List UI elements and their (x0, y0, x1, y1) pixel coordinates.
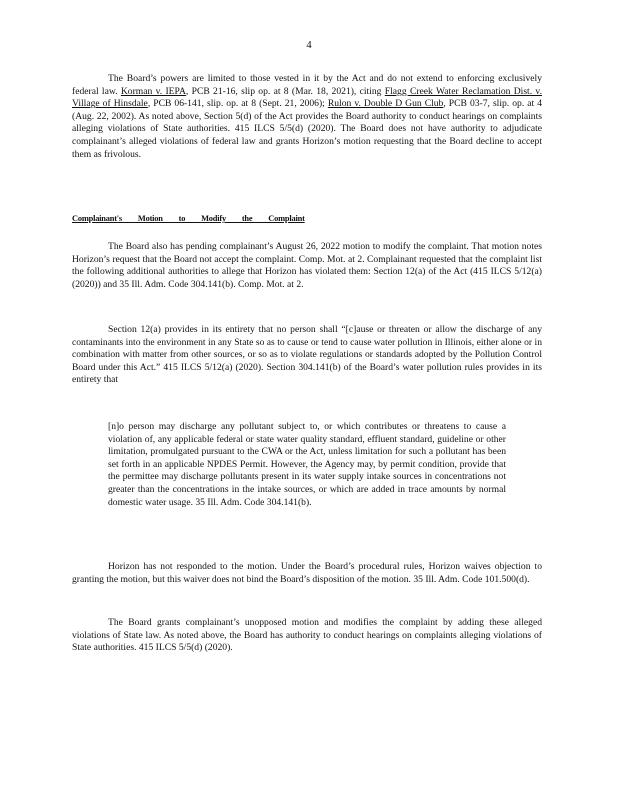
text-segment: , PCB 21-16, slip op. at 8 (Mar. 18, 2021), citing (185, 85, 382, 97)
text-segment: , PCB 03-7, slip. op. at 4 (Aug. 22, 2002). As noted above, Section 5(d) of the Act provides the Board authority to conduct hearings on complaints alleging violations of State authorities. 415 ILCS 5/5(d) (2020). The Board does not have authority to adjudicate complainant’s alleged violations of federal law and grants Horizon’s motion requesting that the Board decline to accept them as frivolous. (72, 98, 542, 160)
paragraph-board-grants (72, 617, 542, 655)
paragraph-horizon-response (72, 561, 542, 586)
case-citation: Rulon v. Double D Gun Club (327, 98, 444, 110)
case-citation: Korman v. IEPA (120, 85, 186, 97)
text-segment: The Board grants complainant’s unopposed motion and modifies the complaint by adding these alleged violations of State law. As noted above, the Board has authority to conduct hearings on complaints alleging violations of State authorities. 415 ILCS 5/5(d) (2020). (72, 617, 542, 654)
text-segment: The Board also has pending complainant’s August 26, 2022 motion to modify the complaint. That motion notes Horizon’s request that the Board not accept the complaint. Comp. Mot. at 2. Complainant requested that the complaint list the following additional authorities to allege that Horizon has violated them: Section 12(a) of the Act (415 ILCS 5/12(a) (2020)) and 35 Ill. Adm. Code 304.141(b). Comp. Mot. at 2. (72, 241, 542, 290)
paragraph-motion-to-modify (72, 241, 542, 291)
paragraph-board-powers (72, 73, 542, 161)
section-heading: Complainant's Motion to Modify the Complaint (72, 214, 305, 223)
case-citation: Flagg Creek Water Reclamation Dist. v. Village of Hinsdale (72, 85, 542, 110)
text-segment: Section 12(a) provides in its entirety that no person shall “[c]ause or threaten or allow the discharge of any contaminants into the environment in any State so as to cause or tend to cause water pollution in Illinois, either alone or in combination with matter from other sources, or so as to violate regulations or standards adopted by the Pollution Control Board under this Act.” 415 ILCS 5/12(a) (2020). Section 304.141(b) of the Board’s water pollution rules provides in its entirety that (72, 324, 542, 386)
block-quote: [n]o person may discharge any pollutant subject to, or which contributes or threatens to cause a violation of, any applicable federal or state water quality standard, effluent standard, guideline or other limitation, promulgated pursuant to the CWA or the Act, unless limitation for such a pollutant has been set forth in an applicable NPDES Permit. However, the Agency may, by permit condition, provide that the permittee may discharge pollutants present in its water supply intake sources in concentrations not greater than the concentrations in the intake sources, or which are added in trace amounts by normal domestic water usage. 35 Ill. Adm. Code 304.141(b). (108, 421, 506, 508)
text-segment: The Board’s powers are limited to those vested in it by the Act and do not extend to enforcing exclusively federal law. (72, 73, 542, 97)
text-segment: Horizon has not responded to the motion. Under the Board’s procedural rules, Horizon waives objection to granting the motion, but this waiver does not bind the Board’s disposition of the motion. 35 Ill. Adm. Code 101.500(d). (72, 561, 542, 585)
page-number: 4 (306, 40, 312, 51)
text-segment: , PCB 06-141, slip. op. at 8 (Sept. 21, 2006); (147, 98, 325, 110)
paragraph-section-12a (72, 324, 542, 387)
